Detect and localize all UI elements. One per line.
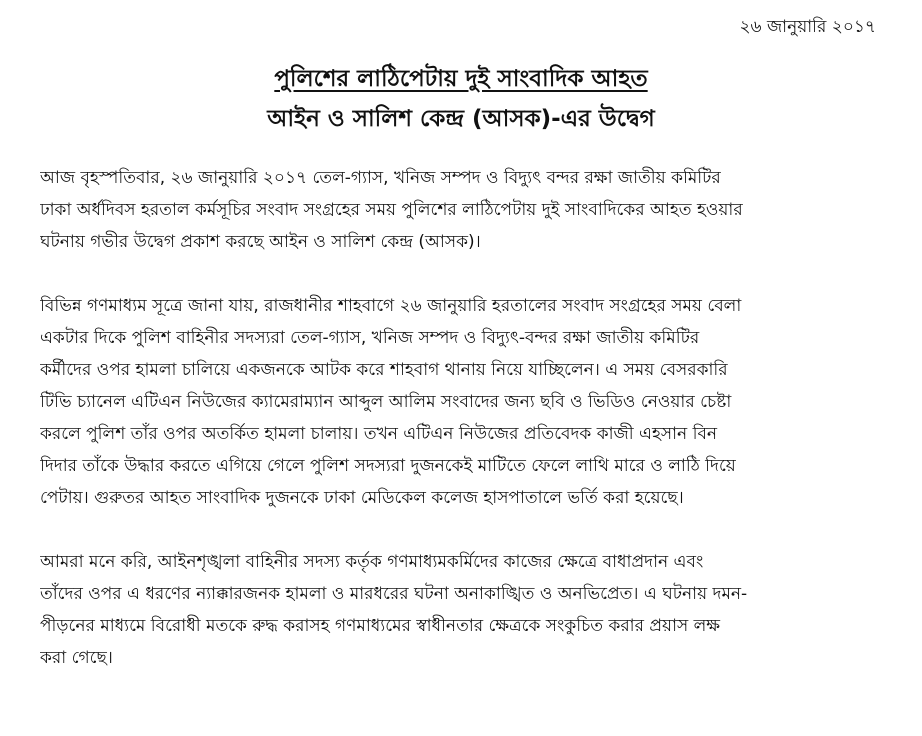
subheadline: আইন ও সালিশ কেন্দ্র (আসক)-এর উদ্বেগ (267, 106, 655, 132)
paragraph-3 (40, 546, 886, 674)
paragraph-line: পেটায়। গুরুতর আহত সাংবাদিক দুজনকে ঢাকা মেডিকেল কলেজ হাসপাতালে ভর্তি করা হয়েছে। (40, 488, 684, 508)
paragraph-line: টিভি চ্যানেল এটিএন নিউজের ক্যামেরাম্যান আব্দুল আলিম সংবাদের জন্য ছবি ও ভিডিও নেওয়ার চেষ্টা (40, 392, 732, 412)
paragraph-line: দিদার তাঁকে উদ্ধার করতে এগিয়ে গেলে পুলিশ সদস্যরা দুজনকেই মাটিতে ফেলে লাথি মারে ও লাঠি দিয়ে (40, 456, 736, 476)
headline-text: পুলিশের লাঠিপেটায় দুই সাংবাদিক আহত (274, 66, 648, 92)
paragraph-line: বিভিন্ন গণমাধ্যম সূত্রে জানা যায়, রাজধানীর শাহবাগে ২৬ জানুয়ারি হরতালের সংবাদ সংগ্রহের সময় বেলা (40, 296, 742, 316)
paragraph-line: একটার দিকে পুলিশ বাহিনীর সদস্যরা তেল-গ্যাস, খনিজ সম্পদ ও বিদ্যুৎ-বন্দর রক্ষা জাতীয় কমিটির (40, 328, 700, 348)
release-date: ২৬ জানুয়ারি ২০১৭ (739, 17, 876, 37)
paragraph-line: ঘটনায় গভীর উদ্বেগ প্রকাশ করছে আইন ও সালিশ কেন্দ্র (আসক)। (40, 232, 481, 252)
paragraph-line: আমরা মনে করি, আইনশৃঙ্খলা বাহিনীর সদস্য কর্তৃক গণমাধ্যমকর্মিদের কাজের ক্ষেত্রে বাধাপ্রদান এবং (40, 552, 704, 572)
paragraph-line: পীড়নের মাধ্যমে বিরোধী মতকে রুদ্ধ করাসহ গণমাধ্যমের স্বাধীনতার ক্ষেত্রকে সংকুচিত করার প্রয়াস লক্ষ (40, 616, 721, 636)
paragraph-2 (40, 290, 886, 514)
paragraph-1 (40, 162, 886, 258)
paragraph-line: ঢাকা অর্ধদিবস হরতাল কর্মসূচির সংবাদ সংগ্রহের সময় পুলিশের লাঠিপেটায় দুই সাংবাদিকের আহত হওয়ার (40, 200, 743, 220)
paragraph-line: তাঁদের ওপর এ ধরণের ন্যাক্কারজনক হামলা ও মারধরের ঘটনা অনাকাঙ্খিত ও অনভিপ্রেত। এ ঘটনায় দমন- (40, 584, 748, 604)
paragraph-line: কর্মীদের ওপর হামলা চালিয়ে একজনকে আটক করে শাহবাগ থানায় নিয়ে যাচ্ছিলেন। এ সময় বেসরকারি (40, 360, 728, 380)
headline (0, 60, 922, 99)
paragraph-line: করলে পুলিশ তাঁর ওপর অতর্কিত হামলা চালায়। তখন এটিএন নিউজের প্রতিবেদক কাজী এহসান বিন (40, 424, 718, 444)
paragraph-line: করা গেছে। (40, 648, 113, 668)
paragraph-line: আজ বৃহস্পতিবার, ২৬ জানুয়ারি ২০১৭ তেল-গ্যাস, খনিজ সম্পদ ও বিদ্যুৎ বন্দর রক্ষা জাতীয় কমিটির (40, 168, 721, 188)
